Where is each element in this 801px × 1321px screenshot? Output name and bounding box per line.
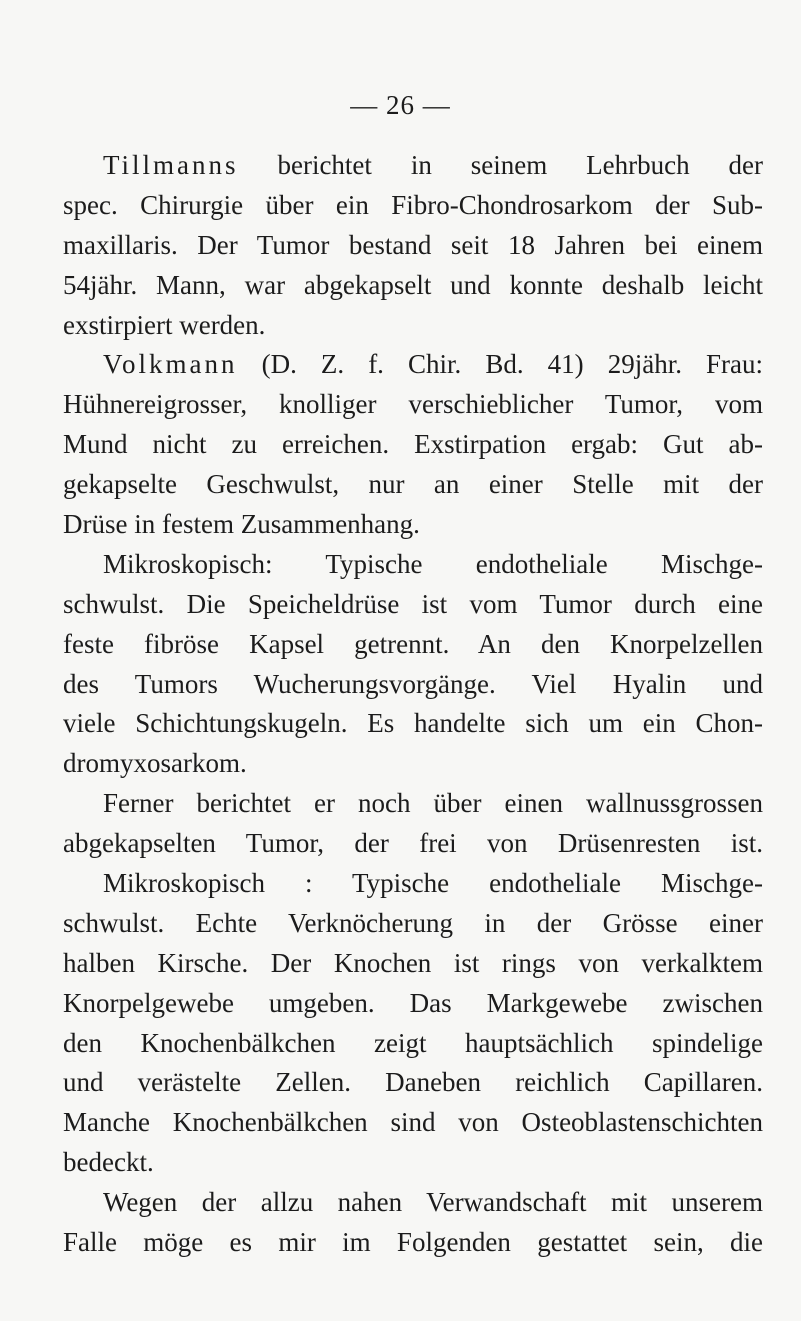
- text-line: maxillaris. Der Tumor bestand seit 18 Jahren bei einem: [63, 229, 763, 260]
- text-line: Wegen der allzu nahen Verwandschaft mit unserem: [103, 1187, 763, 1218]
- text-line: schwulst. Die Speicheldrüse ist vom Tumor durch eine: [63, 588, 763, 619]
- text-line: feste fibröse Kapsel getrennt. An den Knorpelzellen: [63, 628, 763, 659]
- text-line: den Knochenbälkchen zeigt hauptsächlich spindelige: [63, 1027, 763, 1058]
- text-line: und verästelte Zellen. Daneben reichlich Capillaren.: [63, 1067, 763, 1098]
- text-line: Mikroskopisch: Typische endotheliale Mischge-: [103, 548, 763, 579]
- text-line: Hühnereigrosser, knolliger verschieblicher Tumor, vom: [63, 389, 763, 420]
- text-line: Ferner berichtet er noch über einen wallnussgrossen: [103, 788, 763, 819]
- text-line: dromyxosarkom.: [63, 748, 247, 779]
- page-number: — 26 —: [350, 90, 451, 120]
- text-line: viele Schichtungskugeln. Es handelte sich um ein Chon-: [63, 708, 763, 739]
- body-text: [63, 146, 763, 1263]
- text-line: Tillmanns berichtet in seinem Lehrbuch der: [103, 150, 763, 180]
- text-line: schwulst. Echte Verknöcherung in der Grösse einer: [63, 907, 763, 938]
- author-name: Tillmanns: [103, 150, 239, 180]
- text-line: Falle möge es mir im Folgenden gestattet sein, die: [63, 1227, 763, 1258]
- text-line: bedeckt.: [63, 1147, 154, 1178]
- text-line: des Tumors Wucherungsvorgänge. Viel Hyalin und: [63, 668, 763, 699]
- text-line: Mikroskopisch : Typische endotheliale Mischge-: [103, 868, 763, 899]
- text-line: 54jähr. Mann, war abgekapselt und konnte deshalb leicht: [63, 269, 763, 300]
- author-name: Volkmann: [103, 349, 238, 380]
- text-line: abgekapselten Tumor, der frei von Drüsenresten ist.: [63, 828, 763, 859]
- text-line: spec. Chirurgie über ein Fibro-Chondrosarkom der Sub-: [63, 189, 763, 220]
- text-line: Manche Knochenbälkchen sind von Osteoblastenschichten: [63, 1107, 763, 1138]
- text-line: Volkmann (D. Z. f. Chir. Bd. 41) 29jähr. Frau:: [103, 349, 763, 380]
- text-line: halben Kirsche. Der Knochen ist rings von verkalktem: [63, 947, 763, 978]
- text-line: gekapselte Geschwulst, nur an einer Stelle mit der: [63, 469, 763, 500]
- text-line: Knorpelgewebe umgeben. Das Markgewebe zwischen: [63, 987, 763, 1018]
- text-line: Drüse in festem Zusammenhang.: [63, 509, 420, 540]
- text-line: Mund nicht zu erreichen. Exstirpation ergab: Gut ab-: [63, 429, 763, 460]
- text-line: exstirpiert werden.: [63, 309, 266, 340]
